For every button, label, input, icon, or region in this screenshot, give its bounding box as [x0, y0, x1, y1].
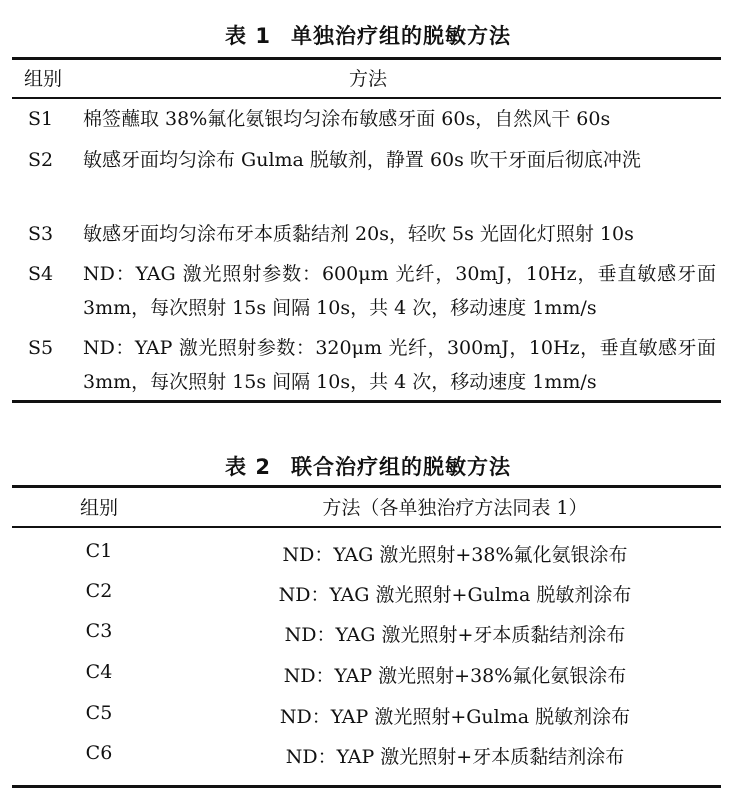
- table1-header-method: 方法: [348, 68, 387, 90]
- table1-row-method: 棉签蘸取 38%氟化氨银均匀涂布敏感牙面 60s，自然风干 60s: [83, 108, 611, 130]
- table2-row-method: ND：YAP 激光照射+38%氟化氨银涂布: [283, 665, 627, 687]
- table1-header-rule: [12, 97, 721, 99]
- table2-top-rule: [12, 485, 721, 488]
- table2-row-method: ND：YAG 激光照射+Gulma 脱敏剂涂布: [278, 584, 632, 606]
- table2-row-id: C6: [85, 742, 113, 764]
- table1-caption-title: 单独治疗组的脱敏方法: [290, 24, 511, 48]
- table2-row-id: C4: [85, 661, 113, 683]
- table2-header-rule: [12, 526, 721, 528]
- table2-header-method: 方法（各单独治疗方法同表 1）: [322, 497, 588, 519]
- table2-row: [0, 540, 736, 578]
- table2-row-method: ND：YAP 激光照射+牙本质黏结剂涂布: [285, 746, 625, 768]
- table2-bottom-rule: [12, 785, 721, 788]
- table1-row-method: ND：YAP 激光照射参数：320μm 光纤，300mJ，10Hz，垂直敏感牙面 3mm，每次照射 15s 间隔 10s，共 4 次，移动速度 1mm/s: [83, 337, 716, 393]
- table1-caption: [0, 20, 736, 50]
- table1-row-id: S4: [28, 263, 54, 285]
- table1-row-id: S1: [28, 108, 54, 130]
- table2-caption-number: 表 2: [225, 455, 271, 479]
- table2-caption: [0, 451, 736, 481]
- table2-row: [0, 661, 736, 699]
- table1-caption-number: 表 1: [225, 24, 271, 48]
- table2-row-id: C3: [85, 620, 113, 642]
- table1-row-method: 敏感牙面均匀涂布 Gulma 脱敏剂，静置 60s 吹干牙面后彻底冲洗: [83, 149, 641, 171]
- table1-row-method: ND：YAG 激光照射参数：600μm 光纤，30mJ，10Hz，垂直敏感牙面 3mm，每次照射 15s 间隔 10s，共 4 次，移动速度 1mm/s: [83, 263, 716, 319]
- table2-row-id: C2: [85, 580, 113, 602]
- table1-row-id: S2: [28, 149, 54, 171]
- table2-row-method: ND：YAP 激光照射+Gulma 脱敏剂涂布: [279, 706, 631, 728]
- table2-caption-title: 联合治疗组的脱敏方法: [290, 455, 511, 479]
- table2-row: [0, 580, 736, 618]
- table1-row-method: 敏感牙面均匀涂布牙本质黏结剂 20s，轻吹 5s 光固化灯照射 10s: [83, 223, 634, 245]
- table1-row-id: S5: [28, 337, 54, 359]
- table2-row: [0, 742, 736, 780]
- table2-row-method: ND：YAG 激光照射+牙本质黏结剂涂布: [284, 624, 626, 646]
- table1-bottom-rule: [12, 400, 721, 403]
- table1-top-rule: [12, 57, 721, 60]
- table1-header-group: 组别: [24, 68, 63, 90]
- table2-row-id: C1: [85, 540, 113, 562]
- table2-header-group: 组别: [79, 497, 118, 519]
- table2-row: [0, 702, 736, 740]
- table2-row-id: C5: [85, 702, 113, 724]
- table1-row-id: S3: [28, 223, 54, 245]
- table2-row: [0, 620, 736, 658]
- table2-row-method: ND：YAG 激光照射+38%氟化氨银涂布: [282, 544, 628, 566]
